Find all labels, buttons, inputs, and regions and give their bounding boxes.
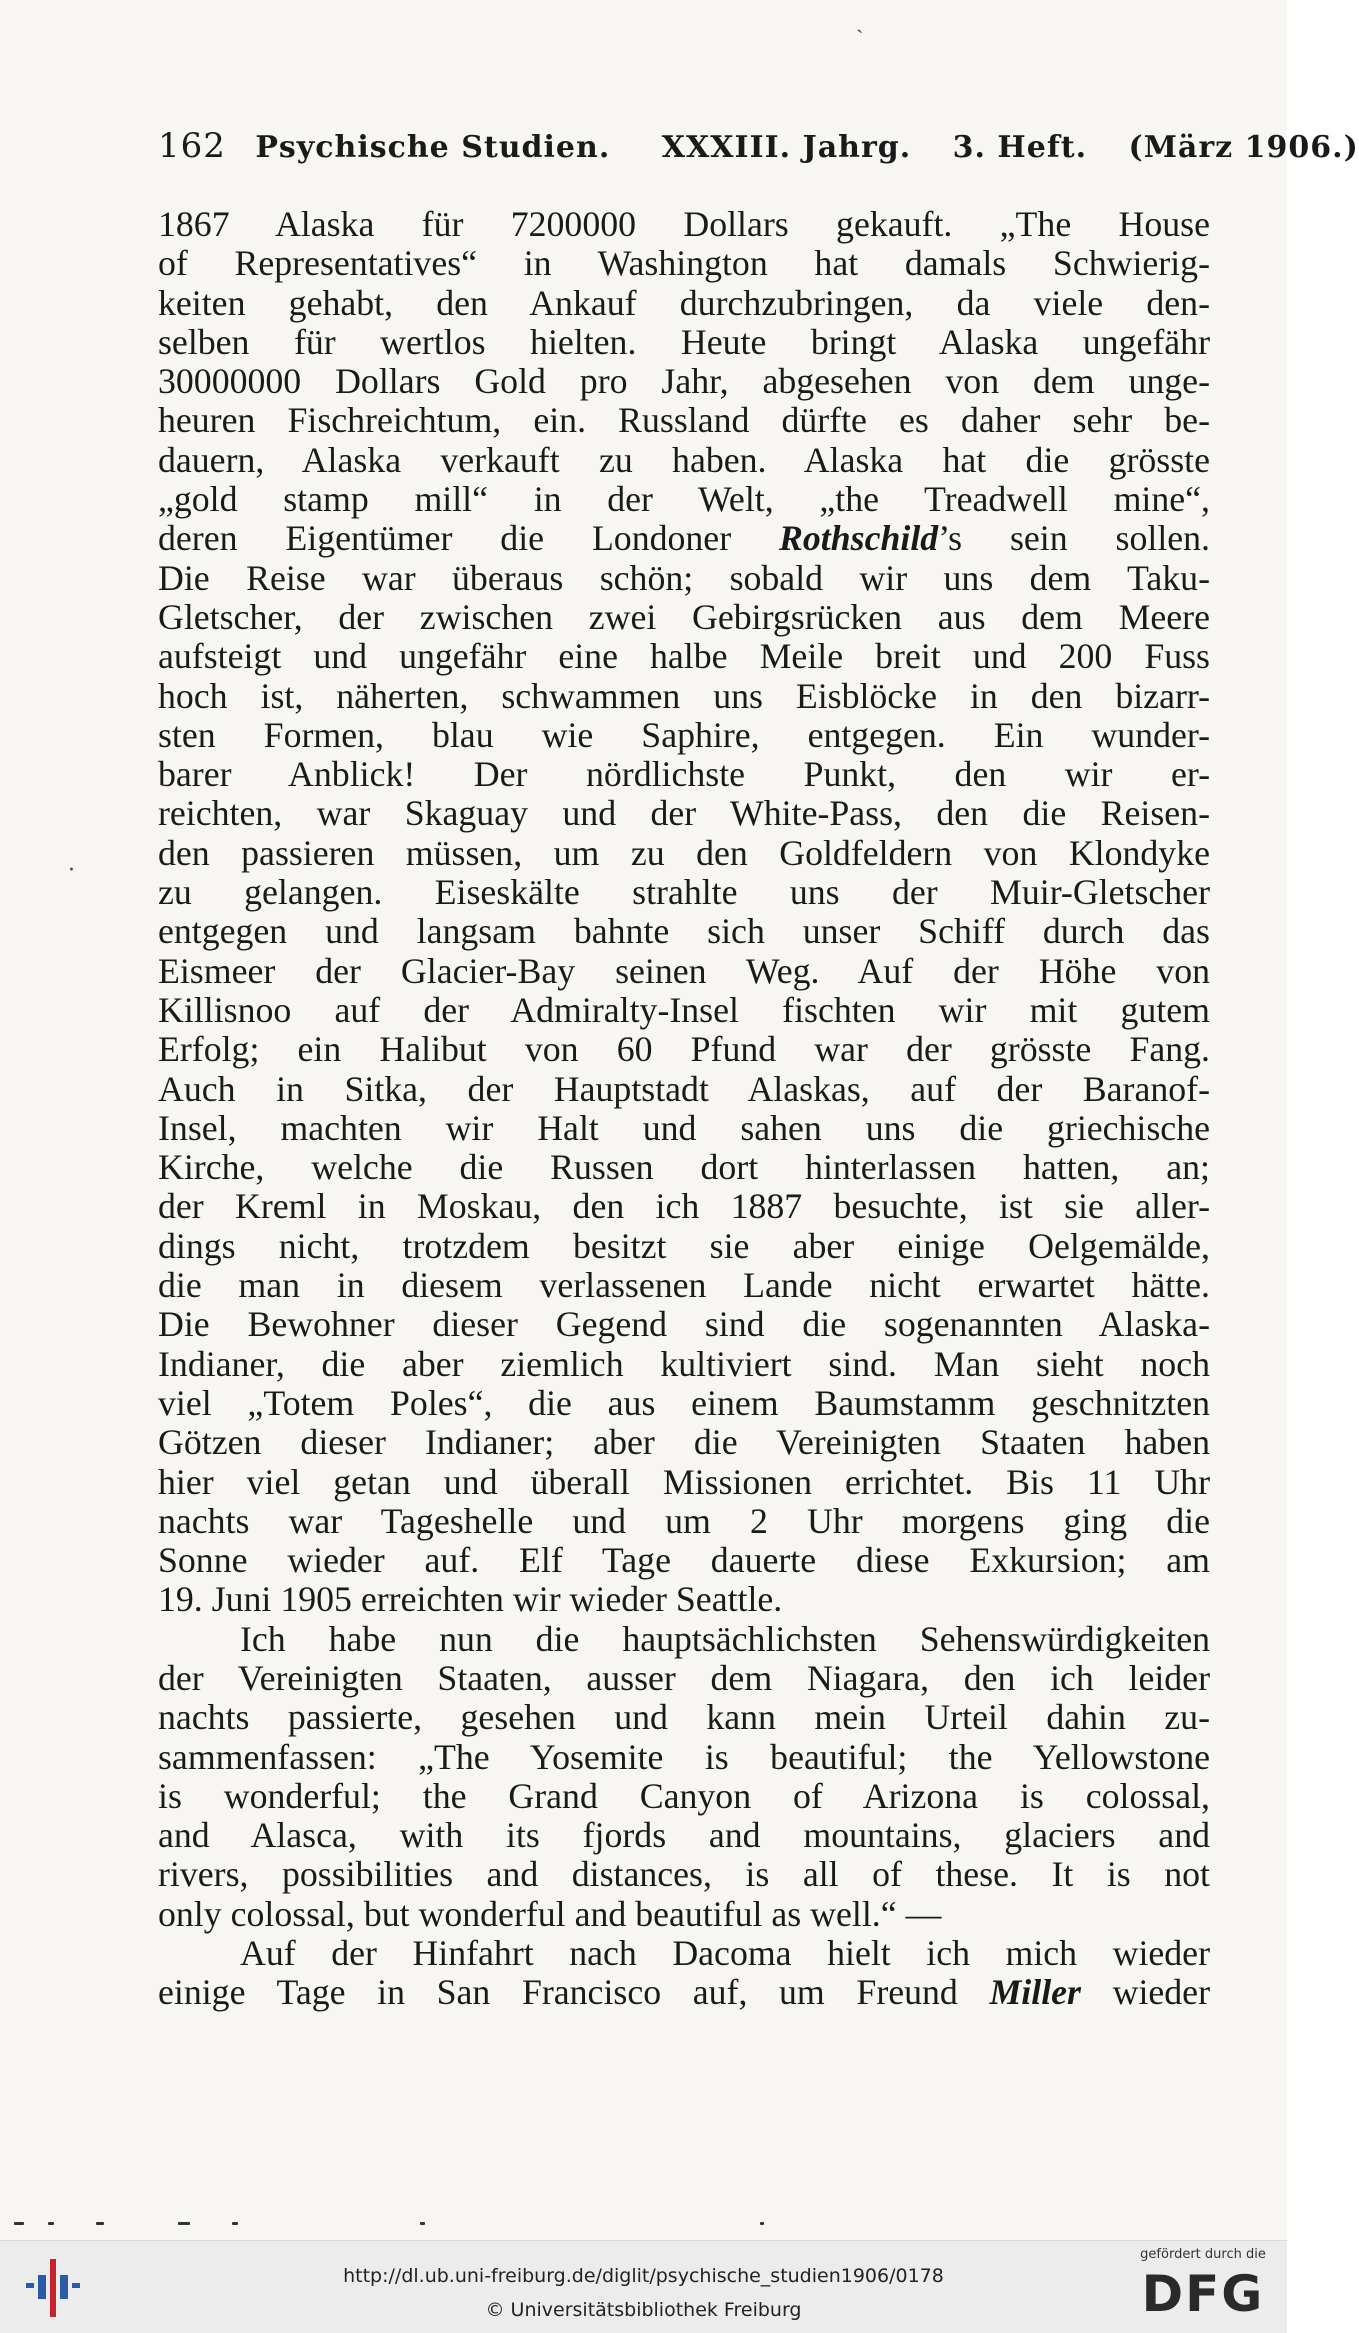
text-line: zu gelangen. Eiseskälte strahlte uns der Muir-Gletscher (158, 872, 1210, 913)
dfg-logo-mark: DFG (1141, 2265, 1265, 2323)
text-line: and Alasca, with its fjords and mountains, glaciers and (158, 1815, 1210, 1856)
scan-speck (48, 2222, 54, 2225)
text-line: aufsteigt und ungefähr eine halbe Meile breit und 200 Fuss (158, 636, 1210, 677)
issue-label: 3. Heft. (952, 130, 1088, 165)
scan-speck (760, 2222, 764, 2225)
text-fragment: wieder (1080, 1972, 1210, 2013)
scan-speck (420, 2222, 425, 2225)
text-line: barer Anblick! Der nördlichste Punkt, den wir er- (158, 754, 1210, 795)
text-line: Sonne wieder auf. Elf Tage dauerte diese Exkursion; am (158, 1540, 1210, 1581)
text-fragment: deren Eigentümer die Londoner (158, 518, 780, 559)
text-line: Kirche, welche die Russen dort hinterlassen hatten, an; (158, 1147, 1210, 1188)
scan-mark: · (68, 858, 75, 883)
text-line: only colossal, but wonderful and beautiful as well.“ — (158, 1893, 942, 1934)
journal-title: Psychische Studien. (255, 130, 611, 165)
text-line: 19. Juni 1905 erreichten wir wieder Seattle. (158, 1579, 783, 1620)
text-line: Ich habe nun die hauptsächlichsten Sehenswürdigkeiten (240, 1618, 1210, 1659)
text-line: den passieren müssen, um zu den Goldfeldern von Klondyke (158, 832, 1210, 873)
text-line: nachts war Tageshelle und um 2 Uhr morgens ging die (158, 1500, 1210, 1541)
text-line: of Representatives“ in Washington hat damals Schwierig- (158, 243, 1210, 284)
body-text (158, 205, 1210, 2013)
text-line: „gold stamp mill“ in der Welt, „the Treadwell mine“, (158, 479, 1210, 520)
text-line: Götzen dieser Indianer; aber die Vereinigten Staaten haben (158, 1422, 1210, 1463)
volume-label: XXXIII. Jahrg. (661, 130, 912, 165)
text-line: Auch in Sitka, der Hauptstadt Alaskas, auf der Baranof- (158, 1068, 1210, 1109)
footer-bar (0, 2240, 1287, 2333)
text-line: Eismeer der Glacier-Bay seinen Weg. Auf der Höhe von (158, 950, 1210, 991)
text-line: dauern, Alaska verkauft zu haben. Alaska hat die grösste (158, 439, 1210, 480)
scan-mark: ˎ (856, 9, 864, 34)
text-fragment: ’s sein sollen. (938, 518, 1210, 559)
text-line: Gletscher, der zwischen zwei Gebirgsrücken aus dem Meere (158, 596, 1210, 637)
text-line: entgegen und langsam bahnte sich unser Schiff durch das (158, 911, 1210, 952)
copyright-notice: © Universitätsbibliothek Freiburg (485, 2299, 802, 2321)
text-line: nachts passierte, gesehen und kann mein Urteil dahin zu- (158, 1697, 1210, 1738)
text-line: Killisnoo auf der Admiralty-Insel fischten wir mit gutem (158, 989, 1210, 1030)
text-line: Insel, machten wir Halt und sahen uns die griechische (158, 1107, 1210, 1148)
issue-date: (März 1906.) (1128, 130, 1359, 165)
text-line: Indianer, die aber ziemlich kultiviert sind. Man sieht noch (158, 1343, 1210, 1384)
text-line: sten Formen, blau wie Saphire, entgegen. Ein wunder- (158, 714, 1210, 755)
text-line: selben für wertlos hielten. Heute bringt Alaska ungefähr (158, 321, 1210, 362)
text-line: keiten gehabt, den Ankauf durchzubringen, da viele den- (158, 282, 1210, 323)
text-line: reichten, war Skaguay und der White-Pass, den die Reisen- (158, 793, 1210, 834)
text-line: hoch ist, näherten, schwammen uns Eisblöcke in den bizarr- (158, 675, 1210, 716)
emphasized-name: Rothschild (779, 518, 939, 559)
text-line: 1867 Alaska für 7200000 Dollars gekauft. „The House (158, 204, 1210, 244)
scan-speck (232, 2222, 238, 2225)
text-line: der Vereinigten Staaten, ausser dem Niagara, den ich leider (158, 1657, 1210, 1698)
text-line: sammenfassen: „The Yosemite is beautiful; the Yellowstone (158, 1736, 1210, 1777)
dfg-label: gefördert durch die (1140, 2247, 1266, 2262)
text-line: Auf der Hinfahrt nach Dacoma hielt ich mich wieder (240, 1933, 1210, 1974)
scan-speck (178, 2222, 190, 2225)
text-line: Erfolg; ein Halibut von 60 Pfund war der grösste Fang. (158, 1029, 1210, 1070)
text-line: die man in diesem verlassenen Lande nicht erwartet hätte. (158, 1265, 1210, 1306)
dfg-logo (1128, 2247, 1278, 2331)
text-fragment: einige Tage in San Francisco auf, um Freund (158, 1972, 990, 2013)
emphasized-name: Miller (989, 1972, 1081, 2013)
page-number: 162 (158, 126, 226, 166)
scan-speck (96, 2222, 104, 2225)
scan-speck (14, 2222, 24, 2225)
text-line: dings nicht, trotzdem besitzt sie aber einige Oelgemälde, (158, 1225, 1210, 1266)
text-line: is wonderful; the Grand Canyon of Arizona is colossal, (158, 1775, 1210, 1816)
text-line (158, 1973, 1210, 2012)
running-header (158, 126, 1359, 170)
text-line (158, 519, 1210, 558)
text-line: der Kreml in Moskau, den ich 1887 besuchte, ist sie aller- (158, 1186, 1210, 1227)
text-line: heuren Fischreichtum, ein. Russland dürfte es daher sehr be- (158, 400, 1210, 441)
scan-specks (0, 2222, 1287, 2236)
source-url-link[interactable]: http://dl.ub.uni-freiburg.de/diglit/psychische_studien1906/0178 (343, 2265, 944, 2287)
text-line: 30000000 Dollars Gold pro Jahr, abgesehen von dem unge- (158, 361, 1210, 402)
text-line: viel „Totem Poles“, die aus einem Baumstamm geschnitzten (158, 1382, 1210, 1423)
text-line: rivers, possibilities and distances, is all of these. It is not (158, 1854, 1210, 1895)
text-line: hier viel getan und überall Missionen errichtet. Bis 11 Uhr (158, 1461, 1210, 1502)
text-line: Die Bewohner dieser Gegend sind die sogenannten Alaska- (158, 1304, 1210, 1345)
text-line: Die Reise war überaus schön; sobald wir uns dem Taku- (158, 557, 1210, 598)
